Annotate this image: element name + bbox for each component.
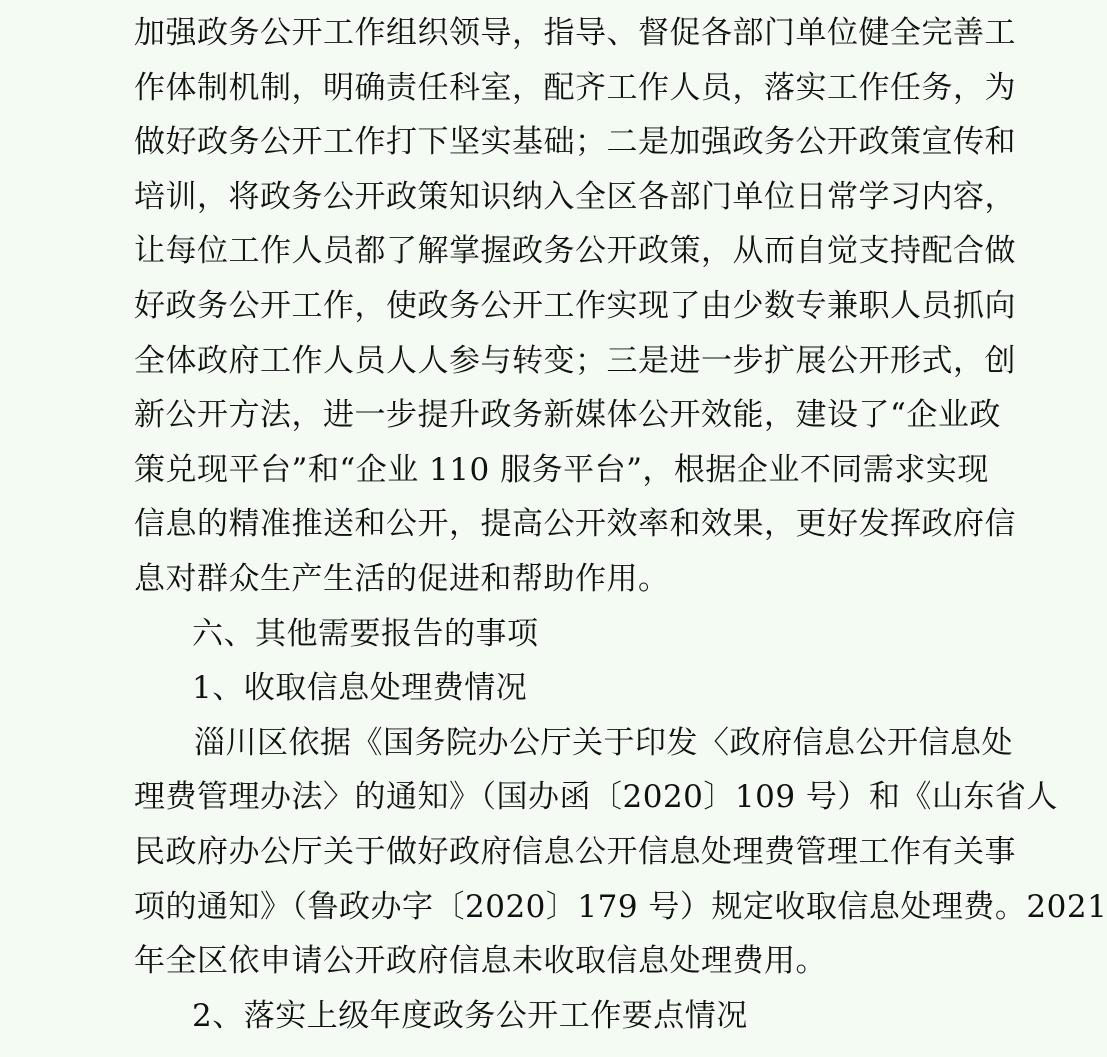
- subsection-heading-fees: 1、收取信息处理费情况: [192, 670, 528, 707]
- paragraph-fee-policy: [134, 716, 1107, 989]
- text-line: 让每位工作人员都了解掌握政务公开政策，从而自觉支持配合做: [134, 233, 1016, 270]
- text-line: 做好政务公开工作打下坚实基础；二是加强政务公开政策宣传和: [134, 124, 1016, 161]
- text-line: 新公开方法，进一步提升政务新媒体公开效能，建设了“企业政: [134, 397, 1001, 434]
- text-line: 作体制机制，明确责任科室，配齐工作人员，落实工作任务，为: [134, 69, 1016, 106]
- text-line: 加强政务公开工作组织领导，指导、督促各部门单位健全完善工: [134, 15, 1016, 51]
- text-line: 培训，将政务公开政策知识纳入全区各部门单位日常学习内容，: [134, 178, 1016, 215]
- text-line: 年全区依申请公开政府信息未收取信息处理费用。: [134, 943, 827, 980]
- document-page: [134, 6, 1107, 1043]
- text-line: 策兑现平台”和“企业 110 服务平台”，根据企业不同需求实现: [134, 451, 989, 488]
- paragraph-public-affairs-measures: [134, 6, 1016, 607]
- text-line: 项的通知》（鲁政办字〔2020〕179 号）规定收取信息处理费。2021: [134, 888, 1107, 925]
- text-line: 好政务公开工作，使政务公开工作实现了由少数专兼职人员抓向: [134, 287, 1016, 324]
- section-heading: 六、其他需要报告的事项: [192, 615, 539, 652]
- subsection-heading-annual-points: 2、落实上级年度政务公开工作要点情况: [192, 997, 748, 1034]
- text-line: 民政府办公厅关于做好政府信息公开信息处理费管理工作有关事: [134, 833, 1016, 870]
- text-line: 息对群众生产生活的促进和帮助作用。: [134, 560, 670, 597]
- text-line: 理费管理办法〉的通知》（国办函〔2020〕109 号）和《山东省人: [134, 779, 1058, 816]
- text-line: 淄川区依据《国务院办公厅关于印发〈政府信息公开信息处: [194, 724, 1013, 761]
- text-line: 信息的精准推送和公开，提高公开效率和效果，更好发挥政府信: [134, 506, 1016, 543]
- text-line: 全体政府工作人员人人参与转变；三是进一步扩展公开形式，创: [134, 342, 1016, 379]
